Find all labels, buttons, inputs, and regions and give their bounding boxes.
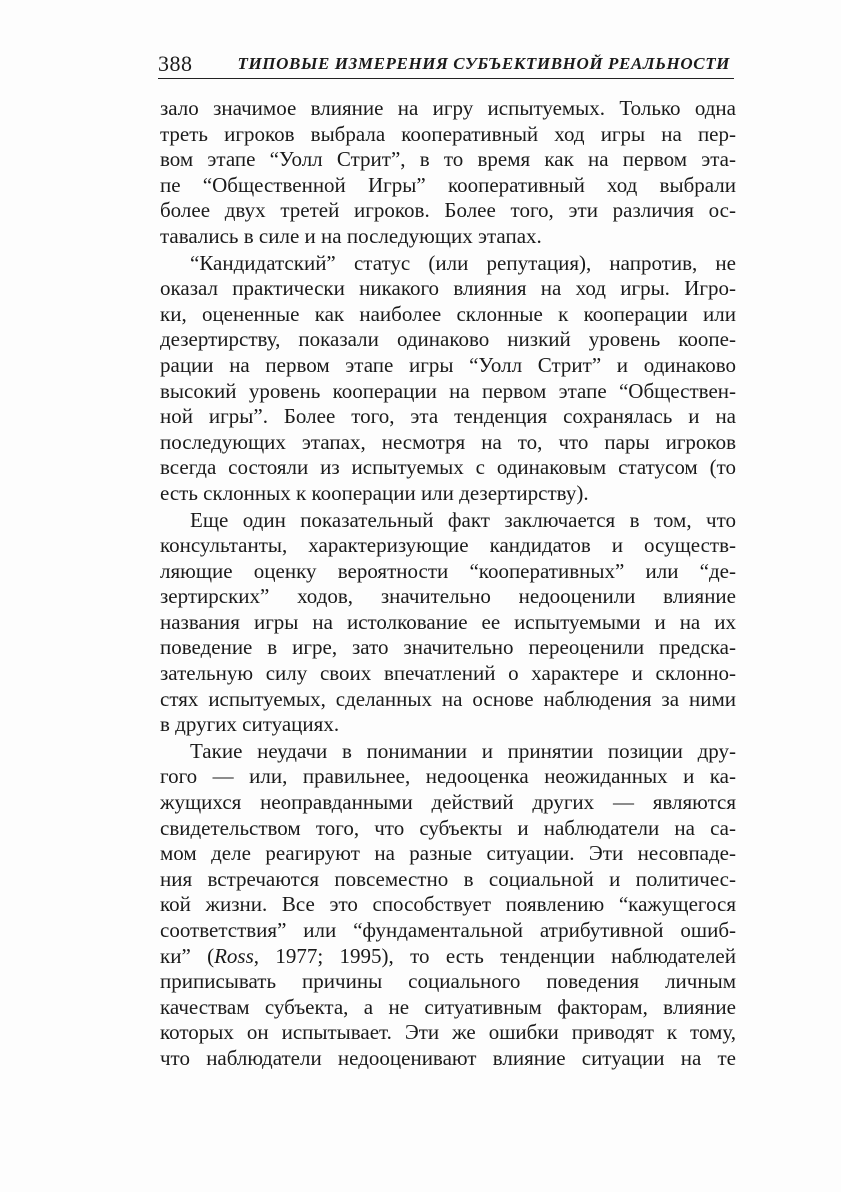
citation-line	[160, 944, 736, 970]
running-head: ТИПОВЫЕ ИЗМЕРЕНИЯ СУБЪЕКТИВНОЙ РЕАЛЬНОСТИ	[237, 54, 730, 73]
text-line: гого — или, правильнее, недооценка неожиданных и ка-	[160, 764, 736, 789]
text-line: последующих этапах, несмотря на то, что пары игроков	[160, 429, 736, 454]
text-line: зертирских” ходов, значительно недооценили влияние	[160, 584, 736, 609]
text-line: ния встречаются повсеместно в социальной и политичес-	[160, 866, 736, 891]
text-line: качествам субъекта, а не ситуативным факторам, влияние	[160, 994, 736, 1019]
text-line: поведение в игре, зато значительно переоценили предска-	[160, 635, 736, 660]
text-line: соответствия” или “фундаментальной атрибутивной ошиб-	[160, 918, 736, 942]
text-line: рации на первом этапе игры “Уолл Стрит” и одинаково	[160, 352, 736, 377]
text-line: зало значимое влияние на игру испытуемых. Только одна	[160, 96, 736, 120]
paragraph-1	[160, 96, 736, 250]
text-line: консультанты, характеризующие кандидатов и осуществ-	[160, 533, 736, 558]
text-line: Такие неудачи в понимании и принятии позиции дру-	[190, 738, 736, 763]
text-line: более двух третей игроков. Более того, эти различия ос-	[160, 198, 736, 223]
text-line: высокий уровень кооперации на первом этапе “Обществен-	[160, 378, 736, 403]
paragraph-2	[160, 251, 736, 507]
text-line: всегда состояли из испытуемых с одинаковым статусом (то	[160, 455, 736, 480]
page-header	[158, 50, 734, 80]
text-line: тавались в силе и на последующих этапах.	[160, 223, 542, 248]
text-line: дезертирству, показали одинаково низкий уровень коопе-	[160, 327, 736, 352]
text-line: жущихся неоправданными действий других — являются	[160, 790, 736, 815]
text-line: ляющие оценку вероятности “кооперативных” или “де-	[160, 558, 736, 583]
text-line: треть игроков выбрала кооперативный ход игры на пер-	[160, 121, 736, 146]
text-line: стях испытуемых, сделанных на основе наблюдения за ними	[160, 686, 736, 711]
text-line: мом деле реагируют на разные ситуации. Эти несовпаде-	[160, 841, 736, 866]
text-line: пе “Общественной Игры” кооперативный ход выбрали	[160, 172, 736, 197]
text-line: ной игры”. Более того, эта тенденция сохранялась и на	[160, 404, 736, 429]
text-line: приписывать причины социального поведения личным	[160, 969, 736, 994]
citation-author: Ross	[214, 943, 254, 968]
text-line: зательную силу своих впечатлений о характере и склонно-	[160, 661, 736, 686]
header-rule	[158, 78, 734, 79]
text-line: что наблюдатели недооценивают влияние ситуации на те	[160, 1045, 736, 1070]
body-text	[160, 96, 736, 1072]
text-line: есть склонных к кооперации или дезертирству).	[160, 480, 589, 505]
paragraph-4	[160, 739, 736, 1072]
text-line: “Кандидатский” статус (или репутация), напротив, не	[190, 250, 736, 275]
text-line: вом этапе “Уолл Стрит”, в то время как на первом эта-	[160, 147, 736, 172]
text-line: Еще один показательный факт заключается в том, что	[190, 507, 736, 532]
page-number: 388	[158, 51, 193, 76]
paragraph-3	[160, 508, 736, 738]
text-line: которых он испытывает. Эти же ошибки приводят к тому,	[160, 1020, 736, 1045]
text-line: кой жизни. Все это способствует появлению “кажущегося	[160, 892, 736, 917]
citation-before: ки” (	[160, 943, 215, 968]
text-line: ки, оцененные как наиболее склонные к кооперации или	[160, 301, 736, 326]
text-line: названия игры на истолкование ее испытуемыми и на их	[160, 609, 736, 634]
text-line: в других ситуациях.	[160, 712, 340, 737]
citation-after: , 1977; 1995), то есть тенденции наблюдателей	[253, 943, 736, 968]
text-line: оказал практически никакого влияния на ход игры. Игро-	[160, 276, 736, 301]
text-line: свидетельством того, что субъекты и наблюдатели на са-	[160, 815, 736, 840]
